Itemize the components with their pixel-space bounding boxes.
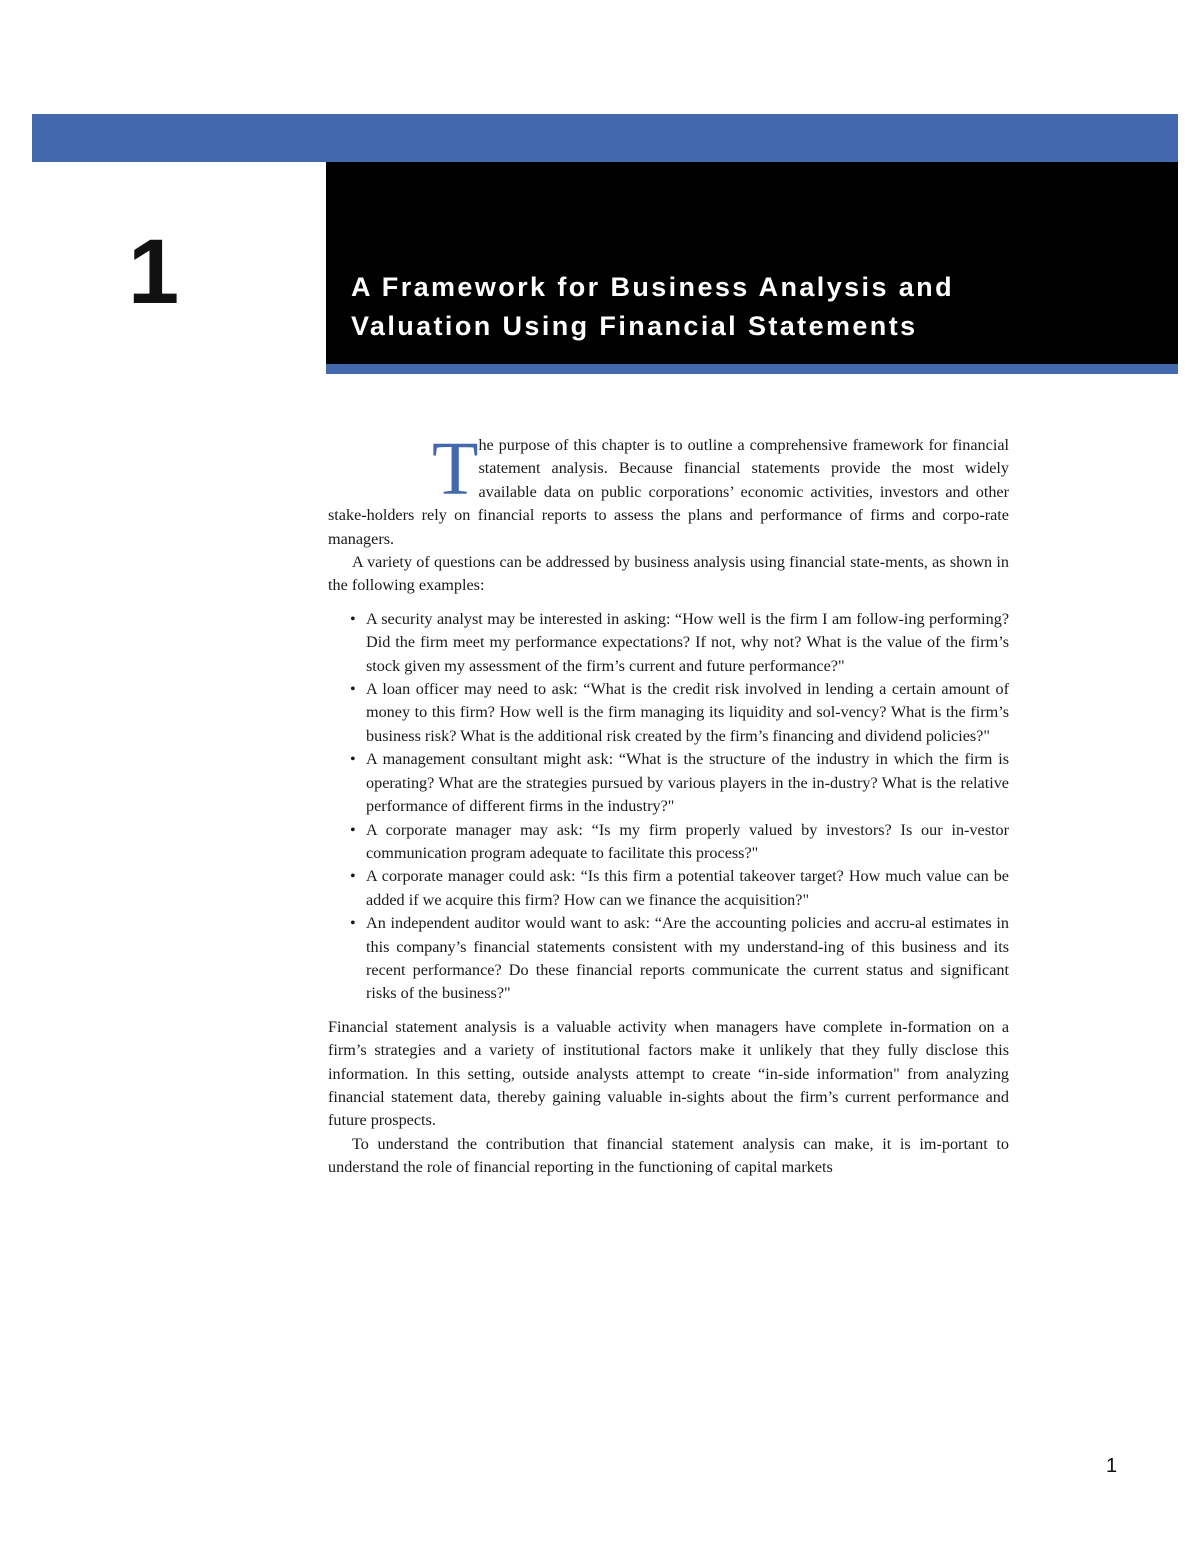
list-item [328,748,1009,818]
drop-cap: T [432,427,479,511]
contribution-paragraph: To understand the contribution that financial statement analysis can make, it is im-portant to understand the role of financial reporting in the functioning of capital markets [328,1134,1009,1177]
bullet-marker: • [350,820,356,839]
list-item [328,608,1009,678]
list-item-text: An independent auditor would want to ask: “Are the accounting policies and accru-al estimates in this company’s financial statements consistent with my understand-ing of this business and its recent performance? Do these financial reports communicate the current status and significant risks of the business?" [366,914,1009,1003]
chapter-title-line-1: A Framework for Business Analysis and [351,272,954,302]
list-item [328,912,1009,1006]
list-item-text: A loan officer may need to ask: “What is the credit risk involved in lending a certain amount of money to this firm? How well is the firm managing its liquidity and sol-vency? What is the firm’s business risk? What is the additional risk created by the firm’s financing and dividend policies?" [366,680,1009,745]
analysis-value-paragraph: Financial statement analysis is a valuable activity when managers have complete in-formation on a firm’s strategies and a variety of institutional factors make it unlikely that they fully disclose this information. In this setting, outside analysts attempt to create “in-side information" from analyzing financial statement data, thereby gaining valuable in-sights about the firm’s current performance and future prospects. [328,1017,1009,1130]
chapter-title-underline [326,364,1178,374]
examples-intro-paragraph: A variety of questions can be addressed by business analysis using financial state-ments, as shown in the following examples: [328,553,1009,595]
list-item [328,865,1009,912]
intro-paragraph [328,427,1009,551]
chapter-number: 1 [128,221,180,323]
bullet-marker: • [350,914,356,933]
bullet-marker: • [350,680,356,699]
chapter-title-line-2: Valuation Using Financial Statements [351,311,918,341]
list-item-text: A management consultant might ask: “What is the structure of the industry in which the firm is operating? What are the strategies pursued by various players in the in-dustry? What is the relative performance of different firms in the industry?" [366,750,1009,816]
chapter-title [351,268,1151,346]
chapter-body [328,427,1009,1180]
list-item [328,678,1009,748]
header-blue-band [32,114,1178,162]
list-item [328,819,1009,866]
intro-paragraph-text: he purpose of this chapter is to outline a comprehensive framework for financial statement analysis. Because financial statements provide the most widely available data on public corporations’ economic activities, investors and other stake-holders rely on financial reports to assess the plans and performance of firms and corpo-rate managers. [328,436,1009,548]
page-number: 1 [1106,1455,1118,1477]
list-item-text: A security analyst may be interested in asking: “How well is the firm I am follow-ing performing? Did the firm meet my performance expectations? If not, why not? What is the value of the firm’s stock given my assessment of the firm’s current and future performance?" [366,609,1009,675]
list-item-text: A corporate manager may ask: “Is my firm properly valued by investors? Is our in-vestor communication program adequate to facilitate this process?" [366,820,1009,862]
examples-list [328,608,1009,1006]
bullet-marker: • [350,609,356,628]
list-item-text: A corporate manager could ask: “Is this firm a potential takeover target? How much value can be added if we acquire this firm? How can we finance the acquisition?" [366,867,1009,909]
bullet-marker: • [350,867,356,886]
bullet-marker: • [350,750,356,769]
